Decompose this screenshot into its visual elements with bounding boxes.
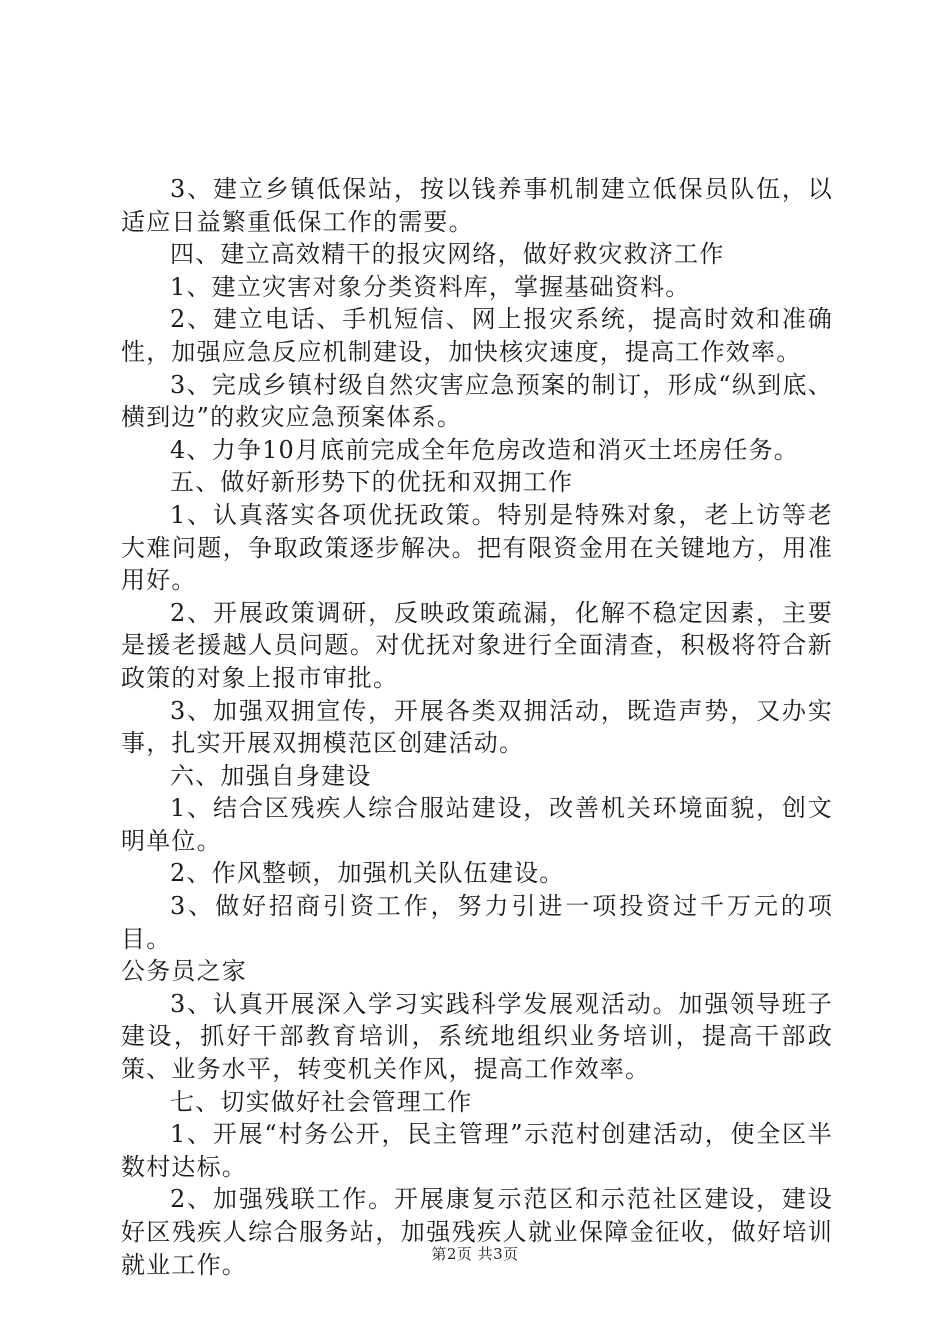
paragraph: 2、开展政策调研，反映政策疏漏，化解不稳定因素，主要是援老援越人员问题。对优抚对象进行全面清查，积极将符合新政策的对象上报市审批。 — [121, 598, 833, 692]
section-heading: 五、做好新形势下的优抚和双拥工作 — [170, 468, 574, 497]
paragraph: 4、力争10月底前完成全年危房改造和消灭土坯房任务。 — [170, 435, 800, 464]
paragraph: 2、加强残联工作。开展康复示范区和示范社区建设，建设好区残疾人综合服务站，加强残疾人就业保障金征收，做好培训就业工作。 — [121, 1185, 833, 1279]
paragraph: 1、开展“村务公开，民主管理”示范村创建活动，使全区半数村达标。 — [121, 1120, 833, 1181]
page-number-footer: 第2页 共3页 — [431, 1245, 519, 1263]
section-heading: 四、建立高效精干的报灾网络，做好救灾救济工作 — [170, 240, 725, 269]
paragraph: 3、完成乡镇村级自然灾害应急预案的制订，形成“纵到底、横到边”的救灾应急预案体系。 — [121, 370, 833, 432]
source-note: 公务员之家 — [121, 957, 247, 986]
paragraph: 3、认真开展深入学习实践科学发展观活动。加强领导班子建设，抓好干部教育培训，系统地组织业务培训，提高干部政策、业务水平，转变机关作风，提高工作效率。 — [121, 989, 833, 1084]
paragraph: 1、结合区残疾人综合服站建设，改善机关环境面貌，创文明单位。 — [121, 794, 833, 855]
paragraph: 2、作风整顿，加强机关队伍建设。 — [170, 859, 565, 888]
section-heading: 七、切实做好社会管理工作 — [170, 1087, 473, 1116]
paragraph: 1、认真落实各项优抚政策。特别是特殊对象，老上访等老大难问题，争取政策逐步解决。把有限资金用在关键地方，用准用好。 — [121, 500, 833, 595]
paragraph: 3、加强双拥宣传，开展各类双拥活动，既造声势，又办实事，扎实开展双拥模范区创建活动。 — [121, 696, 833, 758]
section-heading: 六、加强自身建设 — [170, 761, 372, 790]
paragraph: 3、建立乡镇低保站，按以钱养事机制建立低保员队伍，以适应日益繁重低保工作的需要。 — [121, 175, 833, 236]
paragraph: 1、建立灾害对象分类资料库，掌握基础资料。 — [170, 272, 691, 301]
paragraph: 2、建立电话、手机短信、网上报灾系统，提高时效和准确性，加强应急反应机制建设，加快核灾速度，提高工作效率。 — [121, 305, 833, 366]
paragraph: 3、做好招商引资工作，努力引进一项投资过千万元的项目。 — [121, 892, 833, 953]
document-body — [121, 173, 833, 1281]
